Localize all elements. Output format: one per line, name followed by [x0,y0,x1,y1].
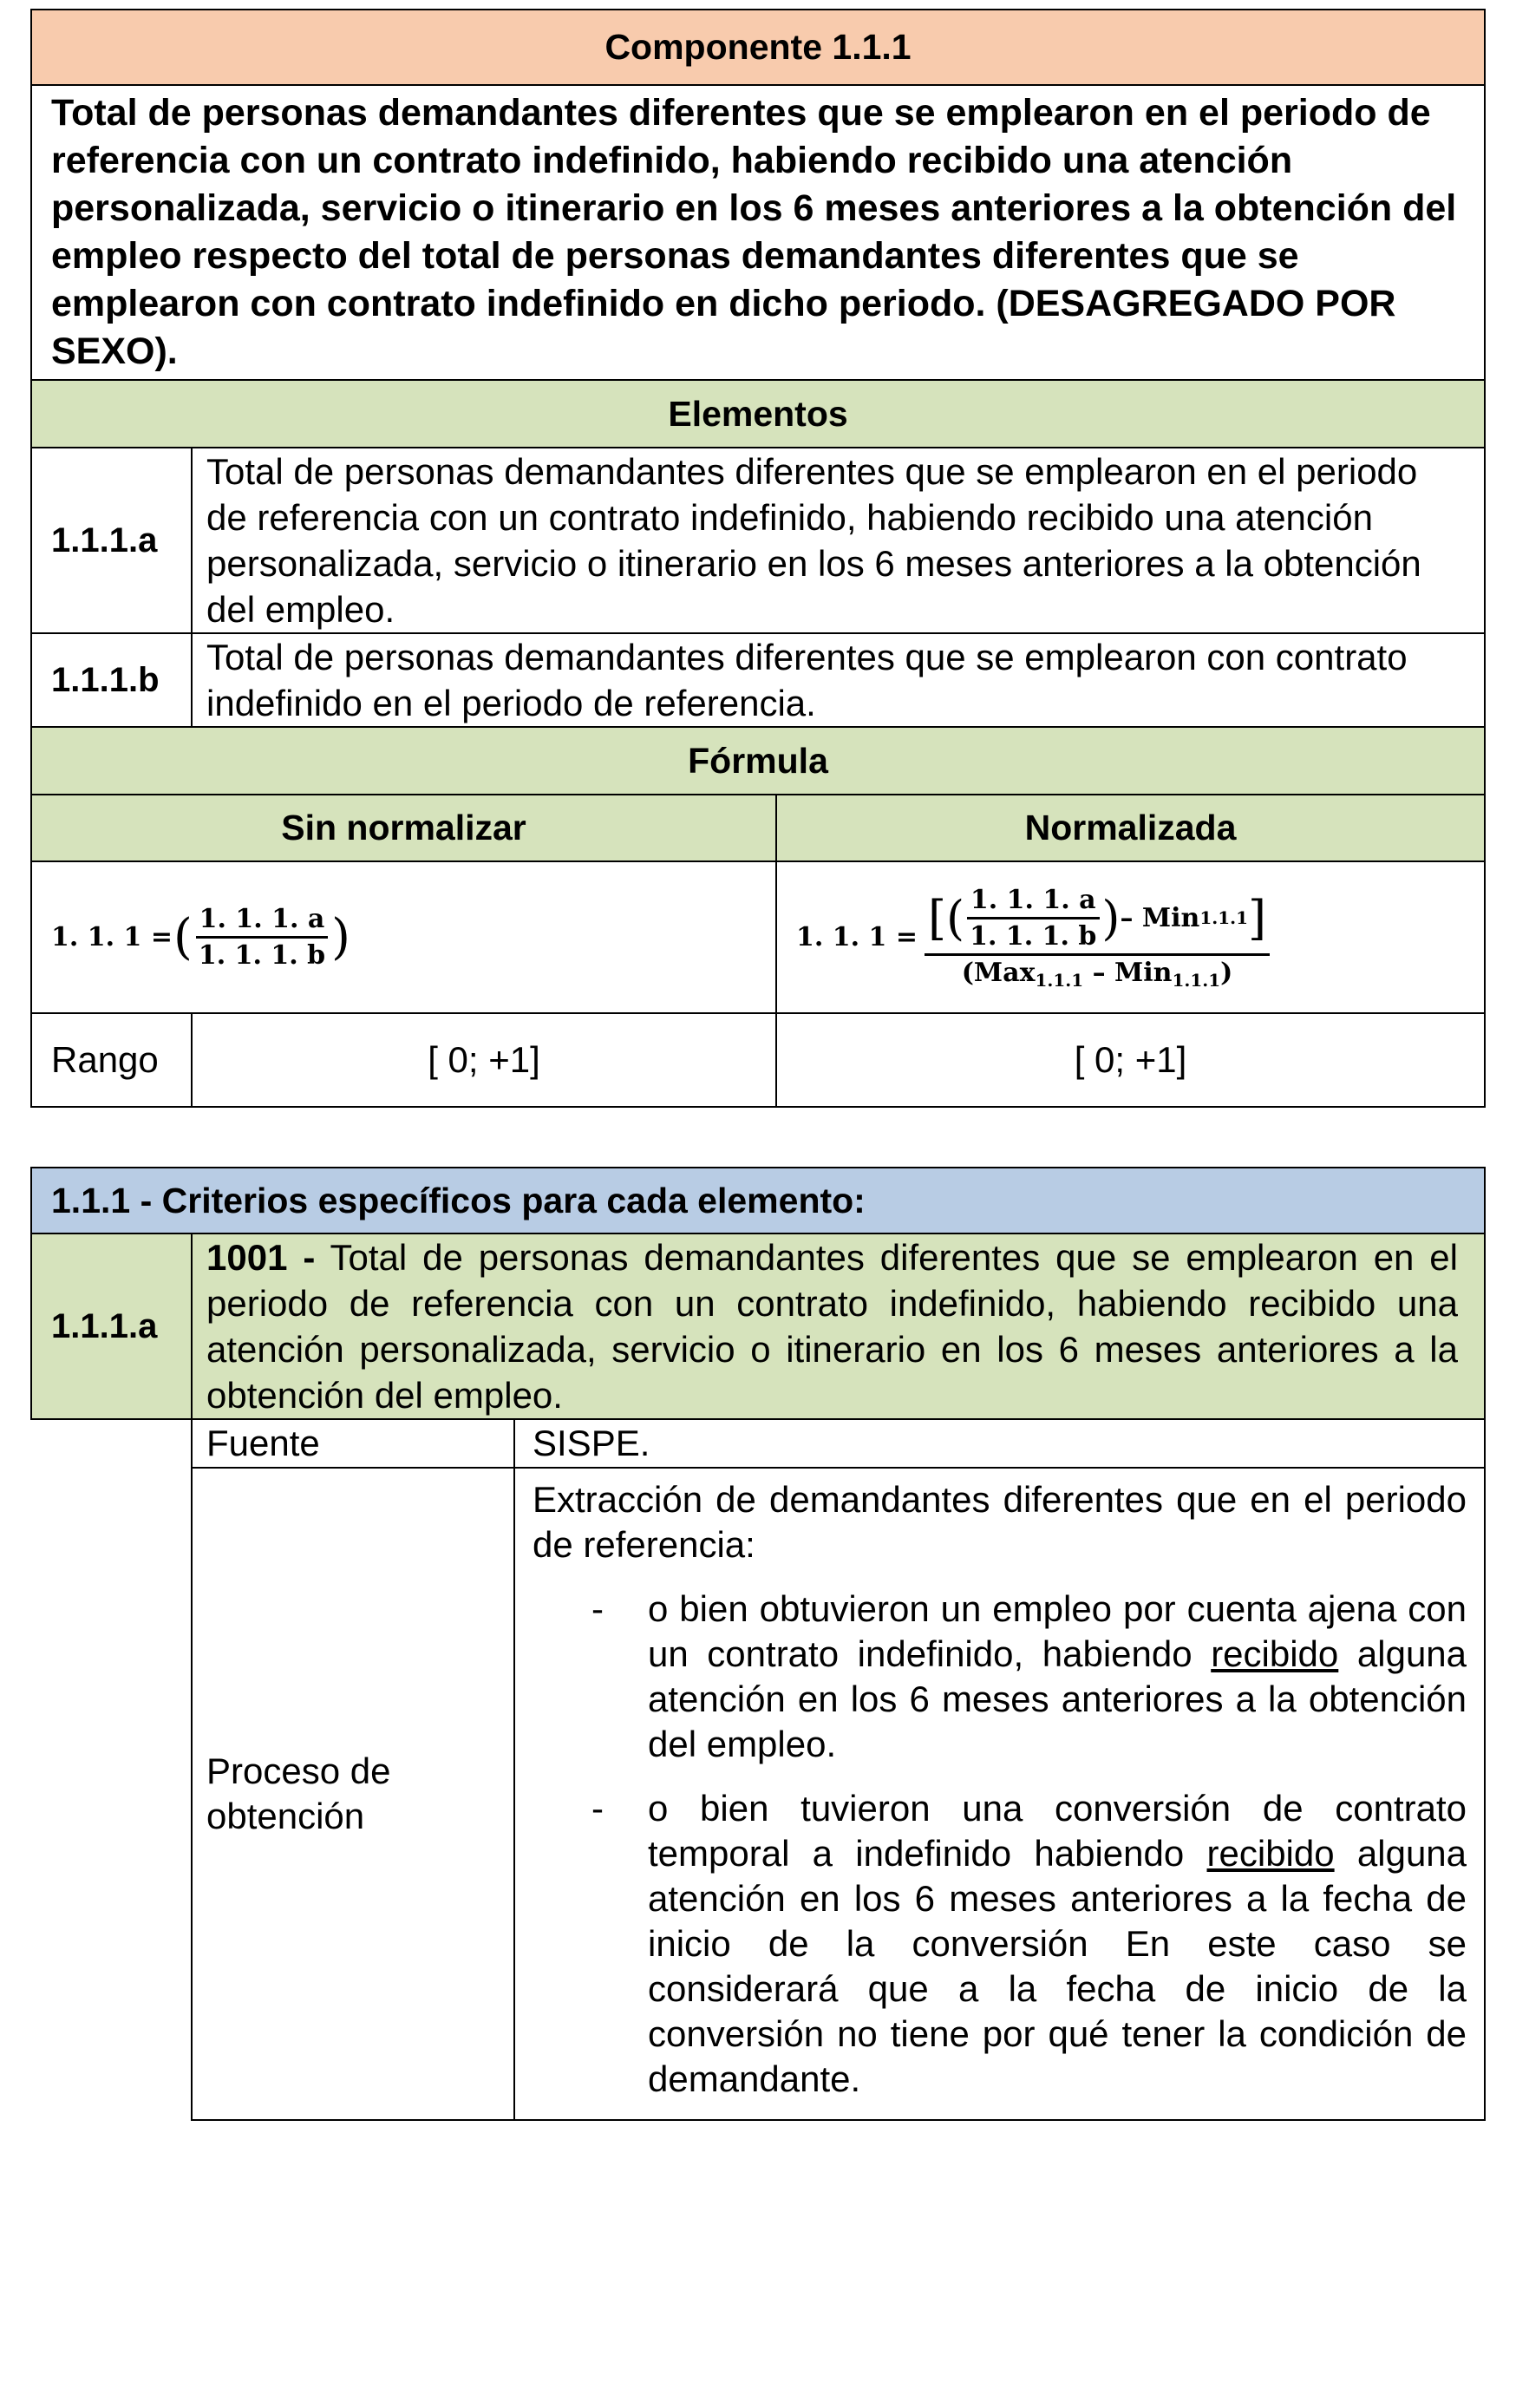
criteria-header: 1.1.1 - Criterios específicos para cada elemento: [31,1168,1485,1233]
col-normalizada: Normalizada [776,795,1485,861]
bullet2-text-post: alguna atención en los 6 meses anteriores a la fecha de inicio de la conversión En este caso se considerará que a la fecha de inicio de la conversión no tiene por qué tener la condición de demandante. [648,1833,1467,2099]
element-code-b: 1.1.1.b [31,633,192,727]
list-item [533,1786,1467,2102]
formula-header: Fórmula [31,727,1485,795]
formula-norm-min: Min [1141,902,1200,933]
range-label: Rango [31,1013,192,1107]
elements-header: Elementos [31,380,1485,448]
proceso-content [514,1468,1485,2120]
element-code-a: 1.1.1.a [31,448,192,633]
criteria-element-number: 1001 - [206,1237,316,1278]
element-text-b: Total de personas demandantes diferentes que se emplearon con contrato indefinido en el periodo de referencia. [192,633,1485,727]
proceso-intro: Extracción de demandantes diferentes que en el periodo de referencia: [533,1479,1467,1565]
bullet1-text-post: alguna atención en los 6 meses anteriores a la obtención del empleo. [648,1633,1467,1764]
col-sin-normalizar: Sin normalizar [31,795,776,861]
bullet1-underlined: recibido [1211,1633,1339,1674]
fuente-label: Fuente [192,1419,514,1468]
range-normalizada: [ 0; +1] [776,1013,1485,1107]
formula-lhs: 1. 1. 1 = [51,922,173,952]
proceso-label: Proceso de obtención [192,1468,514,2120]
formula-denominator: 1. 1. 1. b [198,940,326,971]
formula-norm-min-den-sub: 1.1.1 [1172,969,1221,991]
component-table [30,9,1486,1108]
formula-norm-lhs: 1. 1. 1 = [796,922,918,952]
formula-norm-min-sub: 1.1.1 [1199,907,1249,928]
criteria-spacer-2 [31,1468,192,2120]
component-title: Componente 1.1.1 [31,10,1485,85]
formula-numerator: 1. 1. 1. a [196,904,329,939]
proceso-list [533,1587,1467,2102]
bullet1-text-pre: o bien obtuvieron un empleo por cuenta ajena con un contrato indefinido, habiendo [648,1588,1467,1674]
criteria-spacer [31,1419,192,1468]
criteria-element-text: Total de personas demandantes diferentes que se emplearon en el periodo de referencia con un contrato indefinido, habiendo recibido una atención personalizada, servicio o itinerario en los 6 meses anteriores a la obtención del empleo. [206,1237,1458,1416]
list-item [533,1587,1467,1767]
formula-norm-inner-numerator: 1. 1. 1. a [967,885,1100,919]
criteria-element-description [192,1233,1485,1419]
formula-norm-max: Max [973,957,1036,988]
bullet-dash: - [591,1588,604,1629]
criteria-table [30,1167,1486,2121]
bullet-dash: - [591,1788,604,1829]
component-description: Total de personas demandantes diferentes que se emplearon en el periodo de referencia con un contrato indefinido, habiendo recibido una atención personalizada, servicio o itinerario en los 6 meses anteriores a la obtención del empleo respecto del total de personas demandantes diferentes que se emplearon con contrato indefinido en dicho periodo. (DESAGREGADO POR SEXO). [31,85,1485,380]
range-sin-normalizar: [ 0; +1] [192,1013,776,1107]
formula-norm-min-den: Min [1114,957,1173,988]
bullet2-underlined: recibido [1206,1833,1335,1874]
fuente-value: SISPE. [514,1419,1485,1468]
element-text-a: Total de personas demandantes diferentes que se emplearon en el periodo de referencia con un contrato indefinido, habiendo recibido una atención personalizada, servicio o itinerario en los 6 meses anteriores a la obtención del empleo. [192,448,1485,633]
formula-norm-inner-denominator: 1. 1. 1. b [970,920,1097,952]
bullet2-text-pre: o bien tuvieron una conversión de contrato temporal a indefinido habiendo [648,1788,1467,1874]
criteria-element-code: 1.1.1.a [31,1233,192,1419]
formula-normalizada: 1. 1. 1 = [( $\frac{1. 1. 1. a}{1. 1. 1. b}$ ) – Min 1.1.1 ] (Max$_{1.1.1}$ – Min$_{1.1.1}$) [776,861,1485,1013]
formula-norm-max-sub: 1.1.1 [1035,969,1084,991]
formula-sin-normalizar: 1. 1. 1 = ( $\frac{1. 1. 1. a}{1. 1. 1. b}$ ) [31,861,776,1013]
